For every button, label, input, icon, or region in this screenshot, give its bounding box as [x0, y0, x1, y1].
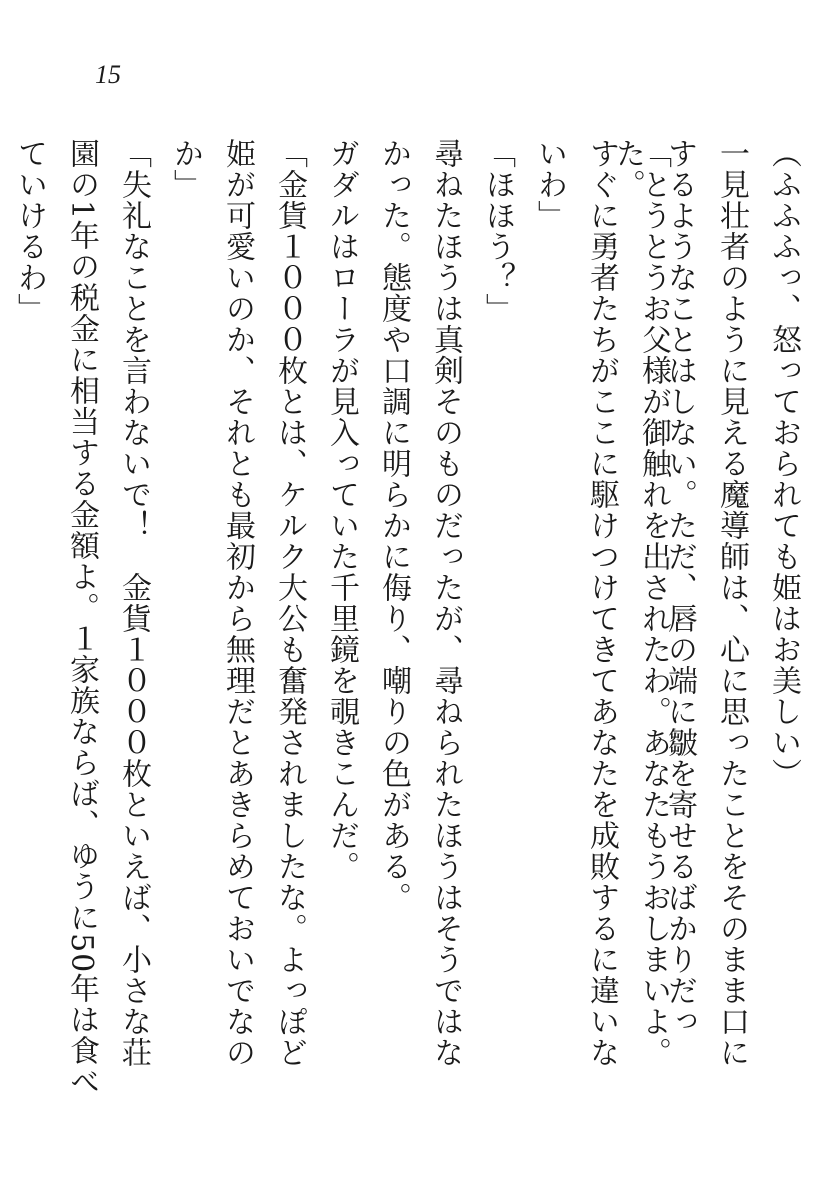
paragraph-dialogue-2: 「ほほう？」	[480, 138, 515, 324]
paragraph-thought: （ふふふっ、怒っておられても姫はお美しい）	[766, 138, 801, 789]
paragraph-dialogue-5	[0, 138, 3, 1098]
paragraph-dialogue-4: 「失礼なことを言わないで！ 金貨１０００枚といえば、小さな荘園の1年の税金に相当する金額よ。１家族ならば、ゆうに50年は食べていけるわ」	[12, 138, 151, 1098]
text-column-first	[610, 138, 809, 1098]
paragraph-narration-2: 尋ねたほうは真剣そのものだったが、尋ねられたほうはそうではなかった。態度や口調に明らかに侮り、嘲りの色がある。	[376, 138, 463, 1068]
paragraph-narration-3: ガダルはローラが見入っていた千里鏡を覗きこんだ。	[324, 138, 359, 882]
paragraph-narration-1: 一見壮者のように見える魔導師は、心に思ったことをそのまま口にするようなことはしない。ただ、唇の端に皺を寄せるばかりだった。	[610, 138, 749, 1068]
page-number: 15	[95, 60, 121, 89]
body-text	[0, 138, 679, 1098]
paragraph-dialogue-1: 「とうとうお父様が御触れを出されたわ。あなたもうおしまいよ。すぐに勇者たちがここに駆けつけてきてあなたを成敗するに違いないわ」	[532, 138, 671, 1068]
paragraph-dialogue-3: 「金貨１０００枚とは、ケルク大公も奮発されましたな。よっぽど姫が可愛いのか、それとも最初から無理だとあきらめておいでなのか」	[168, 138, 307, 1068]
